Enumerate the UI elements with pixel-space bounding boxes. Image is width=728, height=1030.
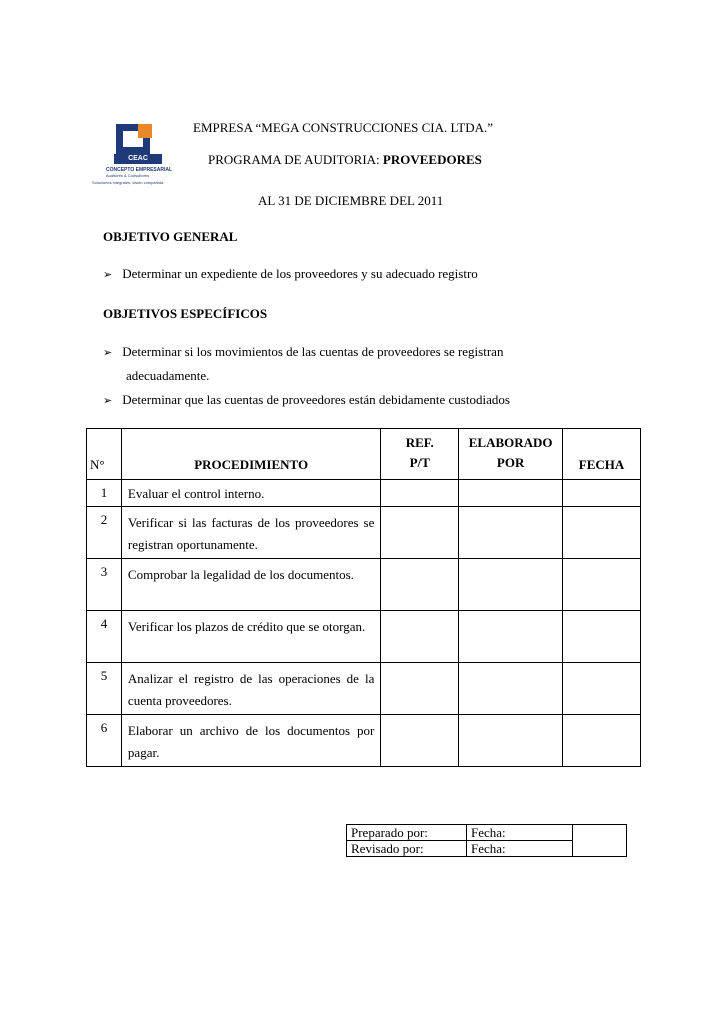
row-fecha-cell[interactable] [563, 715, 641, 767]
row-fecha-cell[interactable] [563, 559, 641, 611]
signoff-row [347, 825, 627, 841]
row-ref-cell[interactable] [381, 663, 459, 715]
header-elaborado: ELABORADO POR [459, 429, 563, 480]
row-elaborado-cell[interactable] [459, 559, 563, 611]
row-num: 4 [87, 611, 122, 663]
signoff-table [346, 824, 627, 857]
objetivos-especificos-heading: OBJETIVOS ESPECÍFICOS [103, 306, 268, 321]
row-num: 1 [87, 480, 122, 507]
row-ref-cell[interactable] [381, 507, 459, 559]
row-fecha-cell[interactable] [563, 507, 641, 559]
row-elaborado-cell[interactable] [459, 480, 563, 507]
row-ref-cell[interactable] [381, 559, 459, 611]
header-num: N° [87, 429, 122, 480]
table-row [87, 663, 641, 715]
row-ref-cell[interactable] [381, 611, 459, 663]
row-elaborado-cell[interactable] [459, 715, 563, 767]
logo-slogan: Soluciones integrales, visión compartida [92, 180, 164, 185]
row-ref-cell[interactable] [381, 480, 459, 507]
preparado-label: Preparado por: [347, 825, 467, 841]
arrow-bullet-icon: ➢ [103, 346, 113, 359]
header-procedimiento: PROCEDIMIENTO [121, 429, 380, 480]
objetivo-especifico-item: ➢ Determinar que las cuentas de proveedores están debidamente custodiados [103, 392, 510, 407]
table-row [87, 611, 641, 663]
row-num: 5 [87, 663, 122, 715]
objetivo-general-heading: OBJETIVO GENERAL [103, 229, 238, 244]
company-title: EMPRESA “MEGA CONSTRUCCIONES CIA. LTDA.” [193, 120, 493, 135]
row-fecha-cell[interactable] [563, 480, 641, 507]
company-logo [92, 122, 184, 188]
header-fecha: FECHA [563, 429, 641, 480]
header-ref: REF. P/T [381, 429, 459, 480]
row-elaborado-cell[interactable] [459, 611, 563, 663]
table-row [87, 480, 641, 507]
procedures-table [86, 428, 641, 767]
row-num: 3 [87, 559, 122, 611]
row-elaborado-cell[interactable] [459, 507, 563, 559]
revisado-label: Revisado por: [347, 841, 467, 857]
row-procedure: Evaluar el control interno. [121, 480, 380, 507]
signoff-box[interactable] [573, 825, 627, 857]
logo-name: CEAC [114, 154, 162, 164]
row-num: 2 [87, 507, 122, 559]
arrow-bullet-icon: ➢ [103, 268, 113, 281]
logo-tagline: CONCEPTO EMPRESARIAL [106, 167, 173, 173]
table-row [87, 715, 641, 767]
row-elaborado-cell[interactable] [459, 663, 563, 715]
table-row [87, 559, 641, 611]
objetivo-general-item: ➢ Determinar un expediente de los proveedores y su adecuado registro [103, 266, 478, 281]
row-num: 6 [87, 715, 122, 767]
logo-accent-icon [138, 124, 152, 138]
arrow-bullet-icon: ➢ [103, 394, 113, 407]
objetivo-especifico-item-cont: adecuadamente. [126, 368, 210, 383]
row-procedure: Comprobar la legalidad de los documentos. [121, 559, 380, 611]
preparado-fecha-label: Fecha: [467, 825, 573, 841]
table-header-row [87, 429, 641, 480]
objetivo-especifico-item: ➢ Determinar si los movimientos de las cuentas de proveedores se registran [103, 344, 504, 359]
program-title: PROGRAMA DE AUDITORIA: PROVEEDORES [208, 152, 482, 167]
table-row [87, 507, 641, 559]
row-procedure: Elaborar un archivo de los documentos por pagar. [121, 715, 380, 767]
row-procedure: Verificar los plazos de crédito que se otorgan. [121, 611, 380, 663]
row-fecha-cell[interactable] [563, 663, 641, 715]
program-date: AL 31 DE DICIEMBRE DEL 2011 [258, 193, 444, 208]
program-subject: PROVEEDORES [382, 152, 482, 167]
logo-tagline-sub: Auditores & Consultores [106, 173, 150, 178]
row-procedure: Analizar el registro de las operaciones de la cuenta proveedores. [121, 663, 380, 715]
row-ref-cell[interactable] [381, 715, 459, 767]
row-fecha-cell[interactable] [563, 611, 641, 663]
revisado-fecha-label: Fecha: [467, 841, 573, 857]
row-procedure: Verificar si las facturas de los proveedores se registran oportunamente. [121, 507, 380, 559]
